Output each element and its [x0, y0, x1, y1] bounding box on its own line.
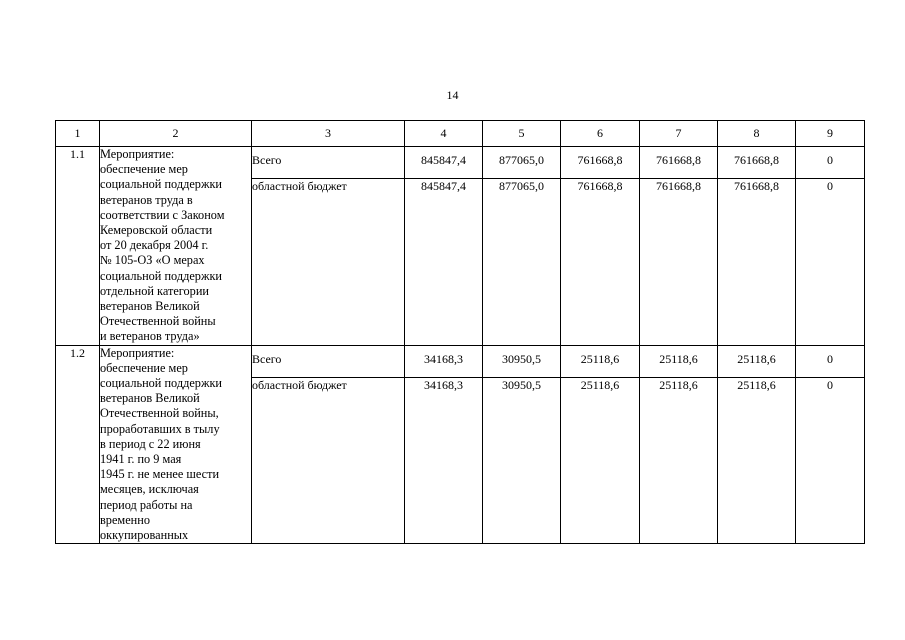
description-line: временно	[100, 512, 150, 527]
value-cell: 761668,8	[561, 147, 640, 179]
value-cell: 761668,8	[640, 179, 718, 346]
value-cell: 34168,3	[405, 345, 483, 377]
description-line: обеспечение мер	[100, 360, 188, 375]
funding-source: Всего	[252, 147, 405, 179]
value-cell: 25118,6	[640, 377, 718, 544]
description-line: проработавших в тылу	[100, 421, 220, 436]
description-line: и ветеранов труда»	[100, 329, 200, 344]
description-line: 1945 г. не менее шести	[100, 467, 220, 482]
row-description	[100, 345, 252, 544]
description-line: социальной поддержки	[100, 268, 223, 283]
value-cell: 761668,8	[718, 179, 796, 346]
funding-source: Всего	[252, 345, 405, 377]
value-cell: 34168,3	[405, 377, 483, 544]
column-header: 7	[640, 121, 718, 147]
description-line: Отечественной войны	[100, 314, 216, 329]
value-cell: 30950,5	[483, 377, 561, 544]
column-header: 1	[56, 121, 100, 147]
description-line: месяцев, исключая	[100, 482, 199, 497]
value-cell: 25118,6	[718, 345, 796, 377]
description-line: ветеранов Великой	[100, 391, 200, 406]
value-cell: 25118,6	[640, 345, 718, 377]
value-cell: 0	[796, 147, 865, 179]
column-header: 5	[483, 121, 561, 147]
description-line: Кемеровской области	[100, 223, 213, 238]
description-line: 1941 г. по 9 мая	[100, 452, 182, 467]
row-index: 1.1	[56, 147, 100, 346]
value-cell: 761668,8	[640, 147, 718, 179]
description-line: период работы на	[100, 497, 193, 512]
description-line: социальной поддержки	[100, 177, 223, 192]
page-number: 14	[446, 88, 459, 102]
value-cell: 877065,0	[483, 147, 561, 179]
value-cell: 845847,4	[405, 147, 483, 179]
column-header: 2	[100, 121, 252, 147]
column-header: 4	[405, 121, 483, 147]
description-line: отдельной категории	[100, 283, 209, 298]
table-row	[56, 147, 865, 179]
value-cell: 845847,4	[405, 179, 483, 346]
value-cell: 0	[796, 345, 865, 377]
value-cell: 761668,8	[561, 179, 640, 346]
value-cell: 25118,6	[561, 377, 640, 544]
row-index: 1.2	[56, 345, 100, 544]
value-cell: 25118,6	[718, 377, 796, 544]
value-cell: 0	[796, 179, 865, 346]
funding-source: областной бюджет	[252, 179, 405, 346]
description-line: социальной поддержки	[100, 376, 223, 391]
column-header: 8	[718, 121, 796, 147]
description-line: обеспечение мер	[100, 162, 188, 177]
value-cell: 0	[796, 377, 865, 544]
description-line: № 105-ОЗ «О мерах	[100, 253, 205, 268]
funding-source: областной бюджет	[252, 377, 405, 544]
description-line: соответствии с Законом	[100, 207, 225, 222]
description-line: оккупированных	[100, 528, 189, 543]
description-line: ветеранов труда в	[100, 192, 193, 207]
value-cell: 30950,5	[483, 345, 561, 377]
column-header: 9	[796, 121, 865, 147]
description-line: Мероприятие:	[100, 147, 175, 161]
description-line: Отечественной войны,	[100, 406, 219, 421]
budget-table	[55, 120, 865, 544]
value-cell: 761668,8	[718, 147, 796, 179]
description-line: Мероприятие:	[100, 345, 175, 360]
description-line: от 20 декабря 2004 г.	[100, 238, 209, 253]
value-cell: 877065,0	[483, 179, 561, 346]
row-description	[100, 147, 252, 346]
description-line: ветеранов Великой	[100, 299, 200, 314]
table-row	[56, 345, 865, 377]
value-cell: 25118,6	[561, 345, 640, 377]
table-header-row	[56, 121, 865, 147]
column-header: 3	[252, 121, 405, 147]
description-line: в период с 22 июня	[100, 436, 201, 451]
column-header: 6	[561, 121, 640, 147]
